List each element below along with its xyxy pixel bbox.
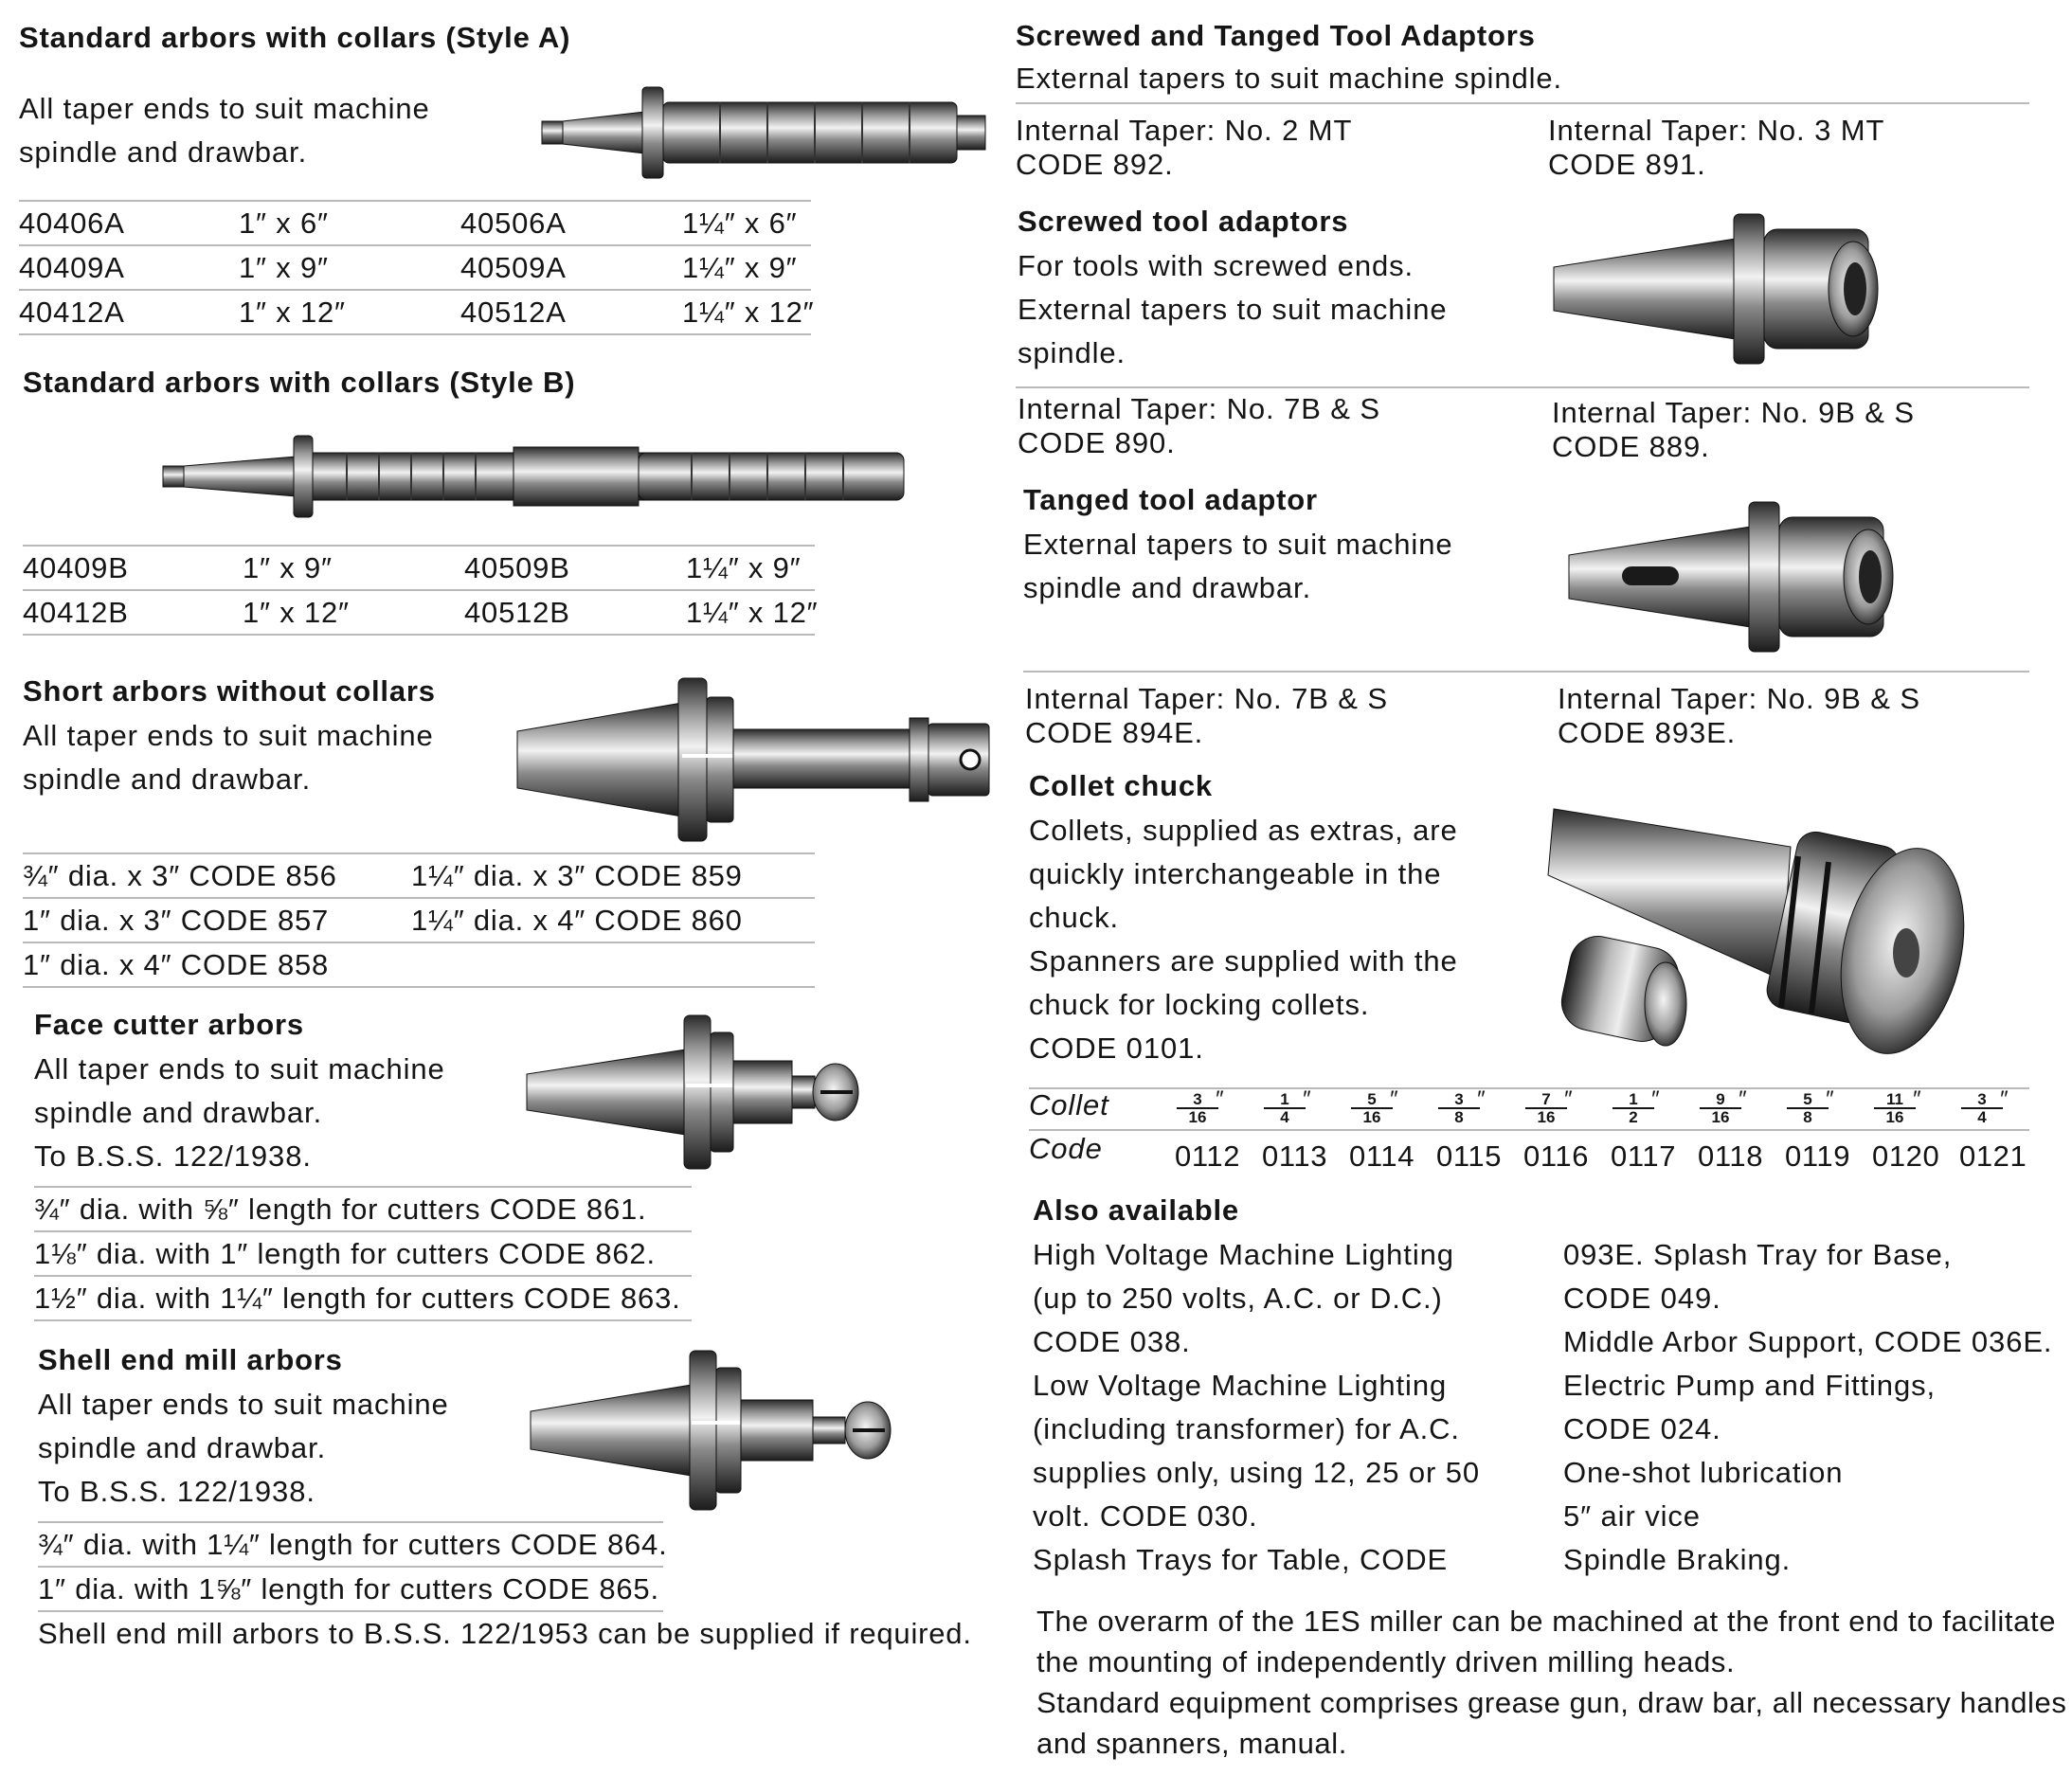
taper-894e-line-1: Internal Taper: No. 7B & S bbox=[1025, 682, 1388, 715]
face-cutter-item: ¾″ dia. with ⅝″ length for cutters CODE 861. bbox=[34, 1193, 647, 1226]
divider bbox=[19, 200, 811, 202]
divider bbox=[34, 1230, 692, 1232]
fraction-denominator: 4 bbox=[1977, 1108, 1987, 1126]
collet-code: 0118 bbox=[1698, 1139, 1764, 1173]
collet-code: 0112 bbox=[1175, 1139, 1241, 1173]
collet-size-fraction bbox=[1525, 1086, 1572, 1126]
divider bbox=[34, 1186, 692, 1188]
fraction-denominator: 16 bbox=[1537, 1108, 1556, 1126]
also-item: CODE 049. bbox=[1563, 1282, 1721, 1315]
short-arbor-item: 1¼″ dia. x 4″ CODE 860 bbox=[411, 904, 743, 937]
collet-chuck-desc-3: chuck. bbox=[1029, 901, 1119, 934]
taper-889-line-2: CODE 889. bbox=[1552, 430, 1710, 463]
divider bbox=[19, 333, 811, 335]
part-code: 40409A bbox=[19, 251, 125, 284]
shell-end-desc-1: All taper ends to suit machine bbox=[38, 1388, 449, 1421]
fraction-numerator: 1 bbox=[1613, 1091, 1654, 1109]
divider bbox=[34, 1275, 692, 1277]
screwed-tool-title: Screwed tool adaptors bbox=[1018, 205, 1349, 238]
inch-mark: ″ bbox=[1738, 1086, 1746, 1112]
fraction-numerator: 3 bbox=[1961, 1091, 2003, 1109]
style-a-arbor-image bbox=[540, 85, 995, 180]
inch-mark: ″ bbox=[1563, 1086, 1572, 1112]
divider bbox=[23, 634, 815, 636]
also-item: Middle Arbor Support, CODE 036E. bbox=[1563, 1325, 2053, 1358]
collet-chuck-desc-4: Spanners are supplied with the bbox=[1029, 944, 1458, 978]
inch-mark: ″ bbox=[1650, 1086, 1659, 1112]
face-cutter-item: 1½″ dia. with 1¼″ length for cutters CODE 863. bbox=[34, 1282, 681, 1315]
inch-mark: ″ bbox=[1476, 1086, 1485, 1112]
divider bbox=[1023, 671, 2029, 673]
collet-code: 0116 bbox=[1523, 1139, 1590, 1173]
short-arbor-item: 1″ dia. x 4″ CODE 858 bbox=[23, 948, 330, 981]
inch-mark: ″ bbox=[1999, 1086, 2008, 1112]
divider bbox=[23, 545, 815, 547]
screwed-tool-desc-2: External tapers to suit machine bbox=[1018, 293, 1448, 326]
footer-paragraph bbox=[1036, 1601, 2066, 1764]
also-item: 5″ air vice bbox=[1563, 1499, 1701, 1533]
also-item: Low Voltage Machine Lighting bbox=[1033, 1369, 1448, 1402]
fraction-denominator: 16 bbox=[1188, 1108, 1207, 1126]
part-size: 1¼″ x 9″ bbox=[686, 551, 802, 584]
collet-chuck-desc-6: CODE 0101. bbox=[1029, 1032, 1204, 1065]
divider bbox=[19, 289, 811, 291]
inch-mark: ″ bbox=[1302, 1086, 1310, 1112]
also-item: volt. CODE 030. bbox=[1033, 1499, 1258, 1533]
fraction-denominator: 16 bbox=[1711, 1108, 1730, 1126]
also-item: Spindle Braking. bbox=[1563, 1543, 1792, 1576]
also-item: One-shot lubrication bbox=[1563, 1456, 1844, 1489]
part-code: 40512B bbox=[464, 596, 570, 629]
taper-891-line-2: CODE 891. bbox=[1548, 148, 1706, 181]
taper-894e-line-2: CODE 894E. bbox=[1025, 716, 1204, 749]
taper-891-line-1: Internal Taper: No. 3 MT bbox=[1548, 114, 1885, 147]
fraction-denominator: 16 bbox=[1362, 1108, 1381, 1126]
part-size: 1″ x 6″ bbox=[239, 206, 329, 240]
part-code: 40412A bbox=[19, 296, 125, 329]
short-arbor-item: 1¼″ dia. x 3″ CODE 859 bbox=[411, 859, 743, 892]
shell-end-item: 1″ dia. with 1⅝″ length for cutters CODE 865. bbox=[38, 1572, 659, 1606]
also-item: 093E. Splash Tray for Base, bbox=[1563, 1238, 1953, 1271]
part-code: 40506A bbox=[460, 206, 567, 240]
style-a-desc-1: All taper ends to suit machine bbox=[19, 92, 430, 125]
collet-chuck-desc-1: Collets, supplied as extras, are bbox=[1029, 814, 1458, 847]
short-arbors-title: Short arbors without collars bbox=[23, 674, 436, 708]
taper-889-line-1: Internal Taper: No. 9B & S bbox=[1552, 396, 1915, 429]
shell-end-arbor-image bbox=[527, 1347, 915, 1514]
screwed-tool-desc-1: For tools with screwed ends. bbox=[1018, 249, 1414, 282]
also-right-list bbox=[1563, 1233, 2052, 1582]
footer-line: The overarm of the 1ES miller can be machined at the front end to facilitate bbox=[1036, 1605, 2057, 1638]
taper-890-line-1: Internal Taper: No. 7B & S bbox=[1018, 392, 1380, 425]
divider bbox=[38, 1610, 663, 1612]
part-size: 1″ x 9″ bbox=[239, 251, 329, 284]
collet-code: 0120 bbox=[1872, 1139, 1940, 1173]
style-b-arbor-image bbox=[161, 434, 919, 521]
inch-mark: ″ bbox=[1389, 1086, 1397, 1112]
collet-size-fraction bbox=[1700, 1086, 1746, 1126]
also-available-title: Also available bbox=[1033, 1193, 1239, 1227]
divider bbox=[1016, 102, 2029, 104]
style-a-title: Standard arbors with collars (Style A) bbox=[19, 21, 571, 54]
fraction-denominator: 4 bbox=[1280, 1108, 1289, 1126]
also-left-list bbox=[1033, 1233, 1480, 1582]
footer-line: and spanners, manual. bbox=[1036, 1727, 1347, 1760]
shell-end-title: Shell end mill arbors bbox=[38, 1343, 343, 1376]
short-arbors-desc-2: spindle and drawbar. bbox=[23, 762, 312, 796]
also-item: Electric Pump and Fittings, bbox=[1563, 1369, 1937, 1402]
shell-end-desc-2: spindle and drawbar. bbox=[38, 1431, 327, 1464]
part-code: 40406A bbox=[19, 206, 125, 240]
collet-size-fraction bbox=[1438, 1086, 1485, 1126]
tanged-tool-title: Tanged tool adaptor bbox=[1023, 483, 1318, 516]
face-cutter-item: 1⅛″ dia. with 1″ length for cutters CODE 862. bbox=[34, 1237, 656, 1270]
inch-mark: ″ bbox=[1825, 1086, 1833, 1112]
collet-chuck-desc-2: quickly interchangeable in the bbox=[1029, 857, 1442, 890]
fraction-numerator: 9 bbox=[1700, 1091, 1741, 1109]
part-size: 1¼″ x 6″ bbox=[682, 206, 798, 240]
fraction-numerator: 7 bbox=[1525, 1091, 1567, 1109]
part-size: 1″ x 9″ bbox=[243, 551, 333, 584]
collet-chuck-desc-5: chuck for locking collets. bbox=[1029, 988, 1370, 1021]
part-size: 1¼″ x 12″ bbox=[682, 296, 815, 329]
taper-892-line-2: CODE 892. bbox=[1016, 148, 1174, 181]
face-cutter-arbor-image bbox=[523, 1012, 874, 1173]
collet-table bbox=[1029, 1087, 2029, 1173]
part-code: 40409B bbox=[23, 551, 129, 584]
screwed-tool-desc-3: spindle. bbox=[1018, 336, 1126, 369]
divider bbox=[38, 1566, 663, 1568]
fraction-numerator: 1 bbox=[1264, 1091, 1306, 1109]
divider bbox=[23, 897, 815, 899]
also-item: CODE 024. bbox=[1563, 1412, 1721, 1445]
collet-chuck-image bbox=[1544, 790, 1980, 1074]
tanged-tool-desc-2: spindle and drawbar. bbox=[1023, 571, 1312, 604]
collet-size-fraction bbox=[1613, 1086, 1659, 1126]
part-code: 40412B bbox=[23, 596, 129, 629]
divider bbox=[38, 1521, 663, 1523]
collet-size-fraction bbox=[1961, 1086, 2008, 1126]
face-cutter-title: Face cutter arbors bbox=[34, 1008, 304, 1041]
part-size: 1″ x 12″ bbox=[239, 296, 346, 329]
collet-size-fraction bbox=[1787, 1086, 1833, 1126]
inch-mark: ″ bbox=[1215, 1086, 1223, 1112]
fraction-numerator: 5 bbox=[1787, 1091, 1829, 1109]
inch-mark: ″ bbox=[1912, 1086, 1920, 1112]
part-size: 1¼″ x 9″ bbox=[682, 251, 798, 284]
fraction-denominator: 16 bbox=[1885, 1108, 1904, 1126]
taper-893e-line-2: CODE 893E. bbox=[1558, 716, 1737, 749]
also-item: CODE 038. bbox=[1033, 1325, 1191, 1358]
divider bbox=[23, 589, 815, 591]
face-cutter-desc-2: spindle and drawbar. bbox=[34, 1096, 323, 1129]
collet-code: 0121 bbox=[1959, 1139, 2027, 1173]
footer-line: Standard equipment comprises grease gun, draw bar, all necessary handles bbox=[1036, 1686, 2067, 1719]
also-item: supplies only, using 12, 25 or 50 bbox=[1033, 1456, 1481, 1489]
divider bbox=[23, 852, 815, 854]
shell-end-desc-3: To B.S.S. 122/1938. bbox=[38, 1475, 315, 1508]
short-arbor-image bbox=[512, 674, 995, 845]
fraction-denominator: 8 bbox=[1803, 1108, 1812, 1126]
divider bbox=[19, 244, 811, 246]
collet-chuck-title: Collet chuck bbox=[1029, 769, 1213, 802]
also-item: High Voltage Machine Lighting bbox=[1033, 1238, 1454, 1271]
divider bbox=[1016, 386, 2029, 388]
fraction-numerator: 3 bbox=[1177, 1091, 1218, 1109]
part-size: 1″ x 12″ bbox=[243, 596, 350, 629]
screwed-tanged-title: Screwed and Tanged Tool Adaptors bbox=[1016, 19, 1536, 52]
collet-code: 0117 bbox=[1611, 1139, 1677, 1173]
short-arbor-item: ¾″ dia. x 3″ CODE 856 bbox=[23, 859, 337, 892]
collet-label: Collet bbox=[1029, 1088, 1109, 1121]
collet-code: 0115 bbox=[1436, 1139, 1503, 1173]
divider bbox=[34, 1319, 692, 1321]
part-code: 40512A bbox=[460, 296, 567, 329]
divider bbox=[23, 942, 815, 943]
collet-code: 0114 bbox=[1349, 1139, 1415, 1173]
fraction-denominator: 2 bbox=[1629, 1108, 1638, 1126]
screwed-adaptor-image bbox=[1550, 210, 1891, 368]
short-arbor-item: 1″ dia. x 3″ CODE 857 bbox=[23, 904, 330, 937]
code-label: Code bbox=[1029, 1132, 1103, 1165]
taper-890-line-2: CODE 890. bbox=[1018, 426, 1176, 459]
collet-code: 0119 bbox=[1785, 1139, 1851, 1173]
divider bbox=[23, 986, 815, 988]
fraction-denominator: 8 bbox=[1454, 1108, 1464, 1126]
fraction-numerator: 11 bbox=[1874, 1091, 1916, 1109]
taper-893e-line-1: Internal Taper: No. 9B & S bbox=[1558, 682, 1920, 715]
fraction-numerator: 3 bbox=[1438, 1091, 1480, 1109]
collet-size-fraction bbox=[1351, 1086, 1397, 1126]
part-code: 40509A bbox=[460, 251, 567, 284]
collet-size-fraction bbox=[1177, 1086, 1223, 1126]
taper-892-line-1: Internal Taper: No. 2 MT bbox=[1016, 114, 1353, 147]
also-item: Splash Trays for Table, CODE bbox=[1033, 1543, 1449, 1576]
fraction-numerator: 5 bbox=[1351, 1091, 1393, 1109]
tanged-adaptor-image bbox=[1565, 498, 1912, 655]
collet-size-fraction bbox=[1264, 1086, 1310, 1126]
screwed-tanged-desc: External tapers to suit machine spindle. bbox=[1016, 62, 1563, 95]
also-item: (up to 250 volts, A.C. or D.C.) bbox=[1033, 1282, 1443, 1315]
style-a-desc-2: spindle and drawbar. bbox=[19, 135, 308, 169]
shell-end-note-text: Shell end mill arbors to B.S.S. 122/1953 can be supplied if required. bbox=[38, 1617, 972, 1650]
tanged-tool-desc-1: External tapers to suit machine bbox=[1023, 528, 1453, 561]
footer-line: the mounting of independently driven milling heads. bbox=[1036, 1645, 1736, 1678]
short-arbors-desc-1: All taper ends to suit machine bbox=[23, 719, 434, 752]
also-item: (including transformer) for A.C. bbox=[1033, 1412, 1460, 1445]
face-cutter-desc-3: To B.S.S. 122/1938. bbox=[34, 1139, 312, 1173]
collet-code: 0113 bbox=[1262, 1139, 1328, 1173]
collet-size-fraction bbox=[1874, 1086, 1920, 1126]
face-cutter-desc-1: All taper ends to suit machine bbox=[34, 1052, 445, 1085]
part-size: 1¼″ x 12″ bbox=[686, 596, 819, 629]
shell-end-item: ¾″ dia. with 1¼″ length for cutters CODE 864. bbox=[38, 1528, 668, 1561]
part-code: 40509B bbox=[464, 551, 570, 584]
style-b-title: Standard arbors with collars (Style B) bbox=[23, 366, 576, 399]
